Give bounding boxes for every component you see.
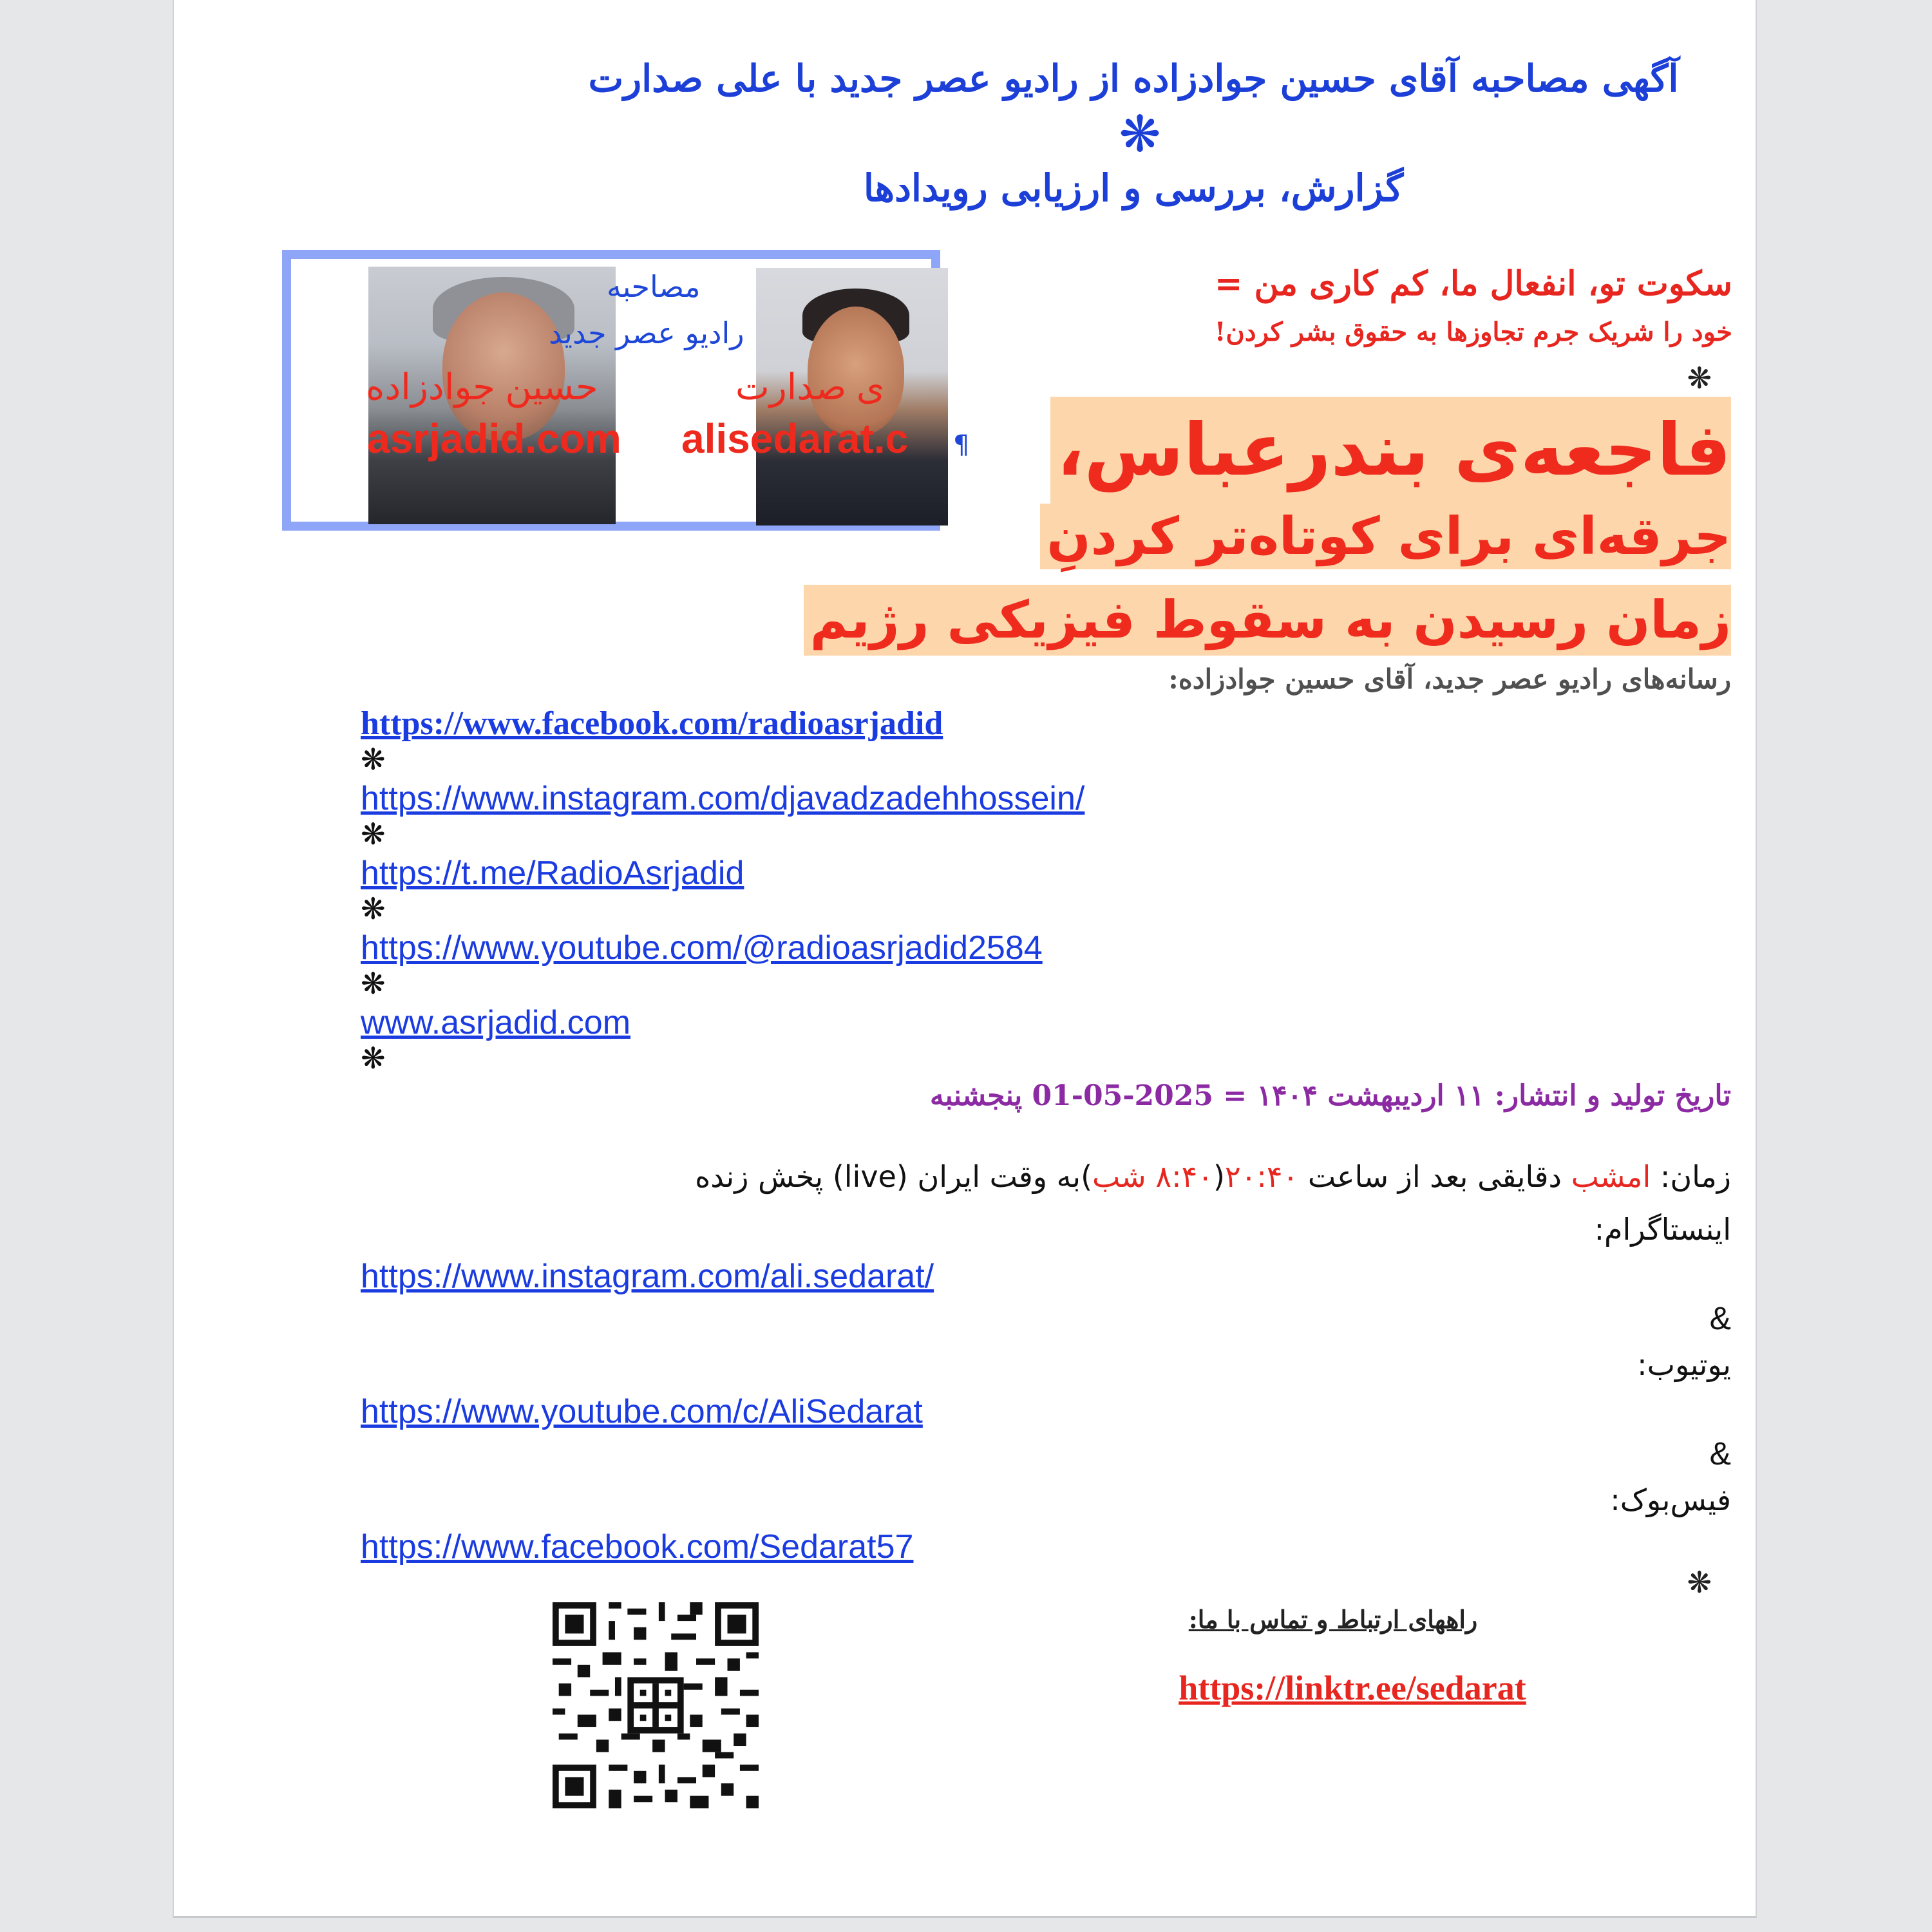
banner-host-name: ی صدارت: [735, 366, 885, 407]
instagram-sedarat-link[interactable]: https://www.instagram.com/ali.sedarat/: [361, 1258, 934, 1295]
website-radio-link[interactable]: www.asrjadid.com: [361, 1004, 631, 1041]
ampersand: &: [1709, 1435, 1731, 1472]
facebook-label: فیس‌بوک:: [1610, 1482, 1731, 1517]
slogan-star: ❋: [1687, 361, 1712, 395]
interview-banner-image: [282, 250, 940, 531]
pilcrow-mark: ¶: [953, 430, 970, 460]
banner-guest-name: حسین جوادزاده: [366, 366, 598, 407]
headline-line-3: زمان رسیدن به سقوط فیزیکی رژیم: [804, 585, 1731, 656]
youtube-label: یوتیوب:: [1637, 1347, 1731, 1382]
separator-star: ❋: [361, 742, 386, 777]
time-suffix: به وقت ایران (live) پخش زنده: [695, 1159, 1081, 1194]
youtube-radio-link[interactable]: https://www.youtube.com/@radioasrjadid2584: [361, 929, 1043, 967]
youtube-sedarat-link[interactable]: https://www.youtube.com/c/AliSedarat: [361, 1393, 923, 1430]
separator-star: ❋: [361, 966, 386, 1001]
contact-label: راههای ارتباط و تماس با ما:: [1188, 1605, 1478, 1634]
banner-url-left: asrjadid.com: [367, 415, 621, 462]
ampersand: &: [1709, 1300, 1731, 1336]
time-clock: ۲۰:۴۰: [1224, 1159, 1299, 1194]
facebook-radio-link[interactable]: https://www.facebook.com/radioasrjadid: [361, 705, 943, 742]
separator-star: ❋: [361, 1041, 386, 1075]
separator-star: ❋: [361, 817, 386, 851]
slogan-line-1: سکوت تو، انفعال ما، کم کاری من =: [1214, 264, 1732, 303]
end-star: ❋: [1687, 1565, 1712, 1600]
time-tonight: امشب: [1571, 1159, 1651, 1194]
time-paren-close: ): [1081, 1159, 1093, 1194]
time-middle: دقایقی بعد از ساعت: [1298, 1159, 1571, 1194]
headline-line-2: جرقه‌ای برای کوتاه‌تر کردنِ: [1040, 504, 1731, 569]
separator-star: ❋: [361, 891, 386, 926]
slogan-line-2: خود را شریک جرم تجاوزها به حقوق بشر کردن!: [1214, 317, 1732, 347]
time-prefix: زمان:: [1651, 1159, 1731, 1194]
banner-url-right: alisedarat.c: [681, 415, 909, 462]
broadcast-time: [695, 1159, 1731, 1194]
time-clock-evening: ۸:۴۰ شب: [1092, 1159, 1213, 1194]
qr-code-image: [553, 1602, 759, 1808]
title-separator: ❋: [1119, 106, 1161, 164]
page-subtitle: گزارش، بررسی و ارزیابی رویدادها: [863, 166, 1404, 210]
time-paren-open: (: [1213, 1159, 1225, 1194]
instagram-radio-link[interactable]: https://www.instagram.com/djavadzadehhossein/: [361, 780, 1085, 817]
banner-interview-text: مصاحبه: [607, 269, 701, 304]
facebook-sedarat-link[interactable]: https://www.facebook.com/Sedarat57: [361, 1528, 914, 1566]
headline-line-1: فاجعه‌ی بندرعباس،: [1050, 397, 1731, 504]
telegram-radio-link[interactable]: https://t.me/RadioAsrjadid: [361, 855, 744, 892]
document-page: [173, 0, 1757, 1918]
banner-radio-text: رادیو عصر جدید: [549, 316, 744, 350]
production-date: تاریخ تولید و انتشار: ۱۱ اردیبهشت ۱۴۰۴ = 2025-05-01 پنجشنبه: [929, 1079, 1731, 1112]
linktree-link[interactable]: https://linktr.ee/sedarat: [1179, 1669, 1526, 1707]
media-label: رسانه‌های رادیو عصر جدید، آقای حسین جوادزاده:: [1168, 663, 1731, 695]
page-title: آگهی مصاحبه آقای حسین جوادزاده از رادیو عصر جدید با علی صدارت: [588, 57, 1679, 100]
instagram-label: اینستاگرام:: [1594, 1212, 1731, 1247]
